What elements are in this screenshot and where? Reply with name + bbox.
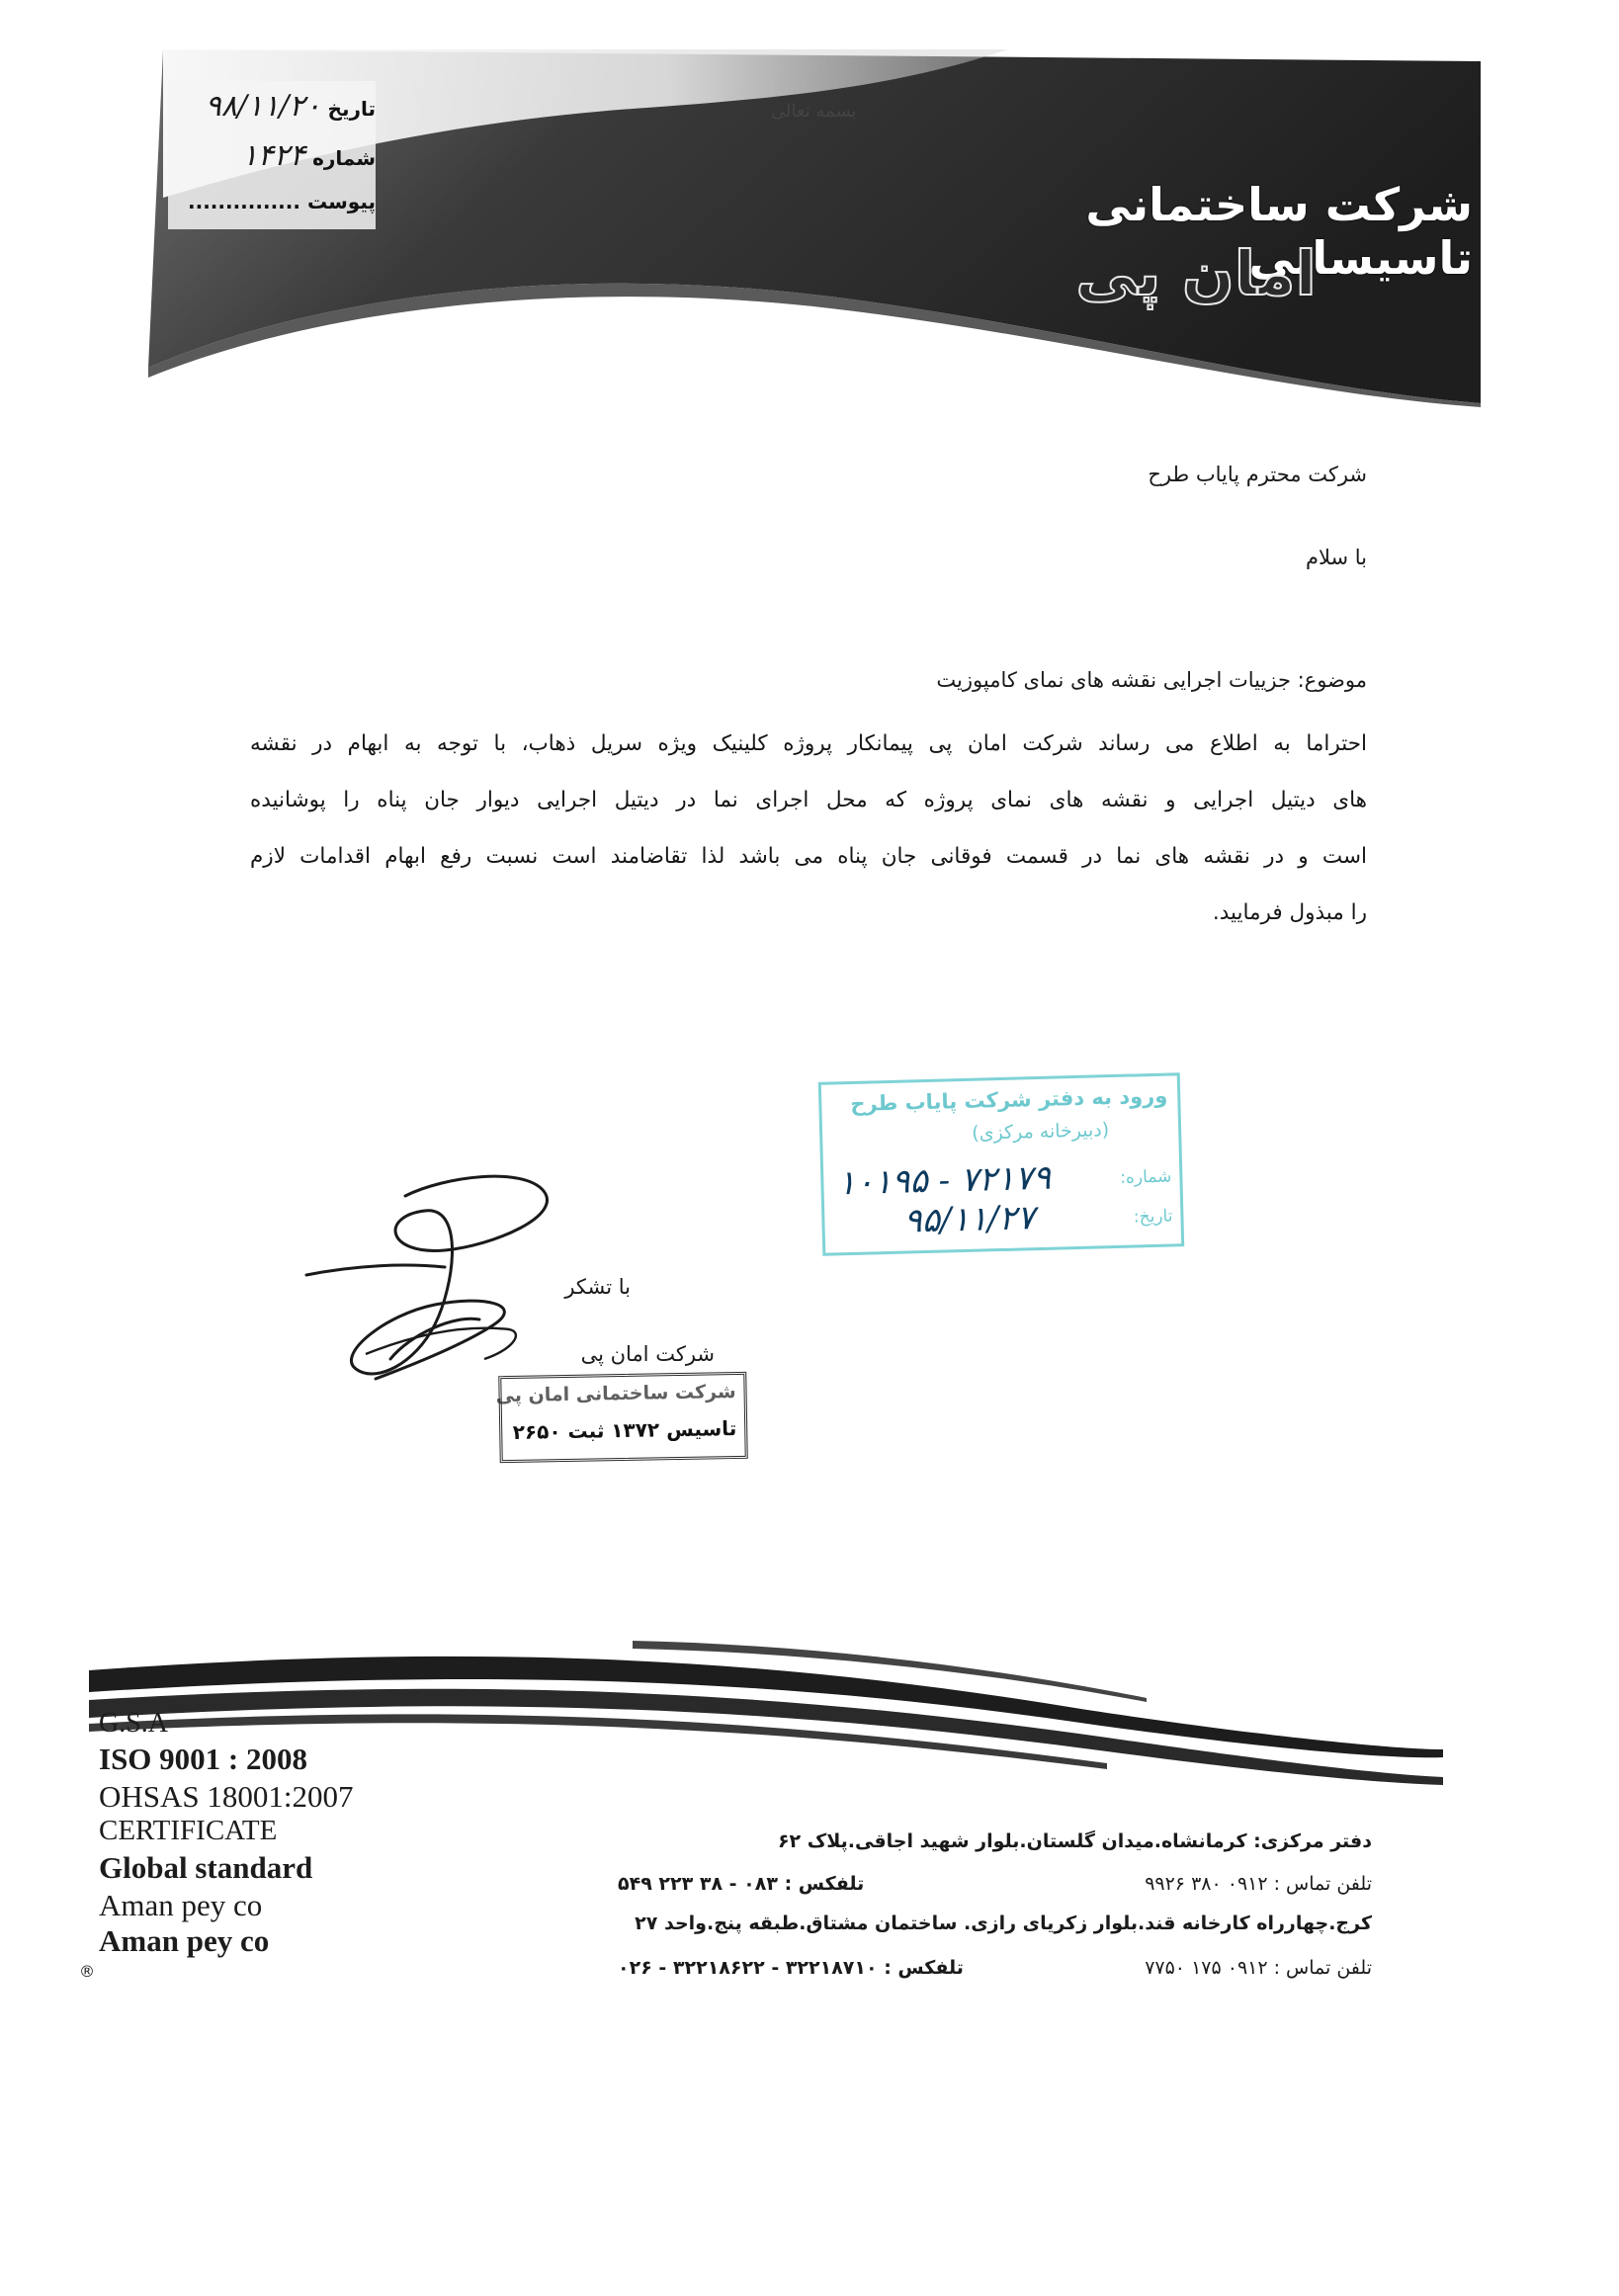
paragraph-line <box>250 731 1367 756</box>
cert-line: OHSAS 18001:2007 <box>99 1779 354 1814</box>
bismillah <box>771 101 857 122</box>
date-label: تاریخ <box>327 97 376 121</box>
paragraph-line-text: را مبذول فرمایید. <box>1212 900 1367 925</box>
company-seal-line2: تاسیس ۱۳۷۲ ثبت ۲۶۵۰ <box>512 1416 737 1444</box>
recipient <box>1148 463 1367 486</box>
subject-line <box>936 668 1367 692</box>
receipt-stamp-date: ۹۵/۱۱/۲۷ <box>902 1198 1036 1241</box>
factory-fax: تلفکس : ۳۲۲۱۸۷۱۰ - ۳۲۲۱۸۶۲۲ - ۰۲۶ <box>618 1957 964 1979</box>
recipient-text: شرکت محترم پایاب طرح <box>1148 463 1367 486</box>
signatory <box>581 1342 715 1366</box>
paragraph-line <box>250 844 1367 869</box>
paragraph-line <box>250 788 1367 812</box>
company-seal-line1: شرکت ساختمانی امان پی <box>495 1381 736 1407</box>
receipt-stamp-subtitle: (دبیرخانه مرکزی) <box>971 1119 1110 1145</box>
receipt-stamp-date-label: تاریخ: <box>1133 1206 1173 1228</box>
company-brand-text: امان پی <box>1075 237 1317 309</box>
registered-mark-icon: ® <box>79 1962 95 1981</box>
subject-text: موضوع: جزییات اجرایی نقشه های نمای کامپوزیت <box>936 668 1367 692</box>
signatory-text: شرکت امان پی <box>580 1342 715 1366</box>
paragraph-line-text: احتراما به اطلاع می رساند شرکت امان پی پیمانکار پروژه کلینیک ویژه سریل ذهاب، با توجه به ابهام در نقشه <box>250 731 1367 756</box>
cert-line: G.S.A <box>99 1708 169 1739</box>
letter-attachment: پیوست ............... <box>188 190 376 213</box>
receipt-stamp-title: ورود به دفتر شرکت پایاب طرح <box>849 1083 1168 1116</box>
attachment-label: پیوست <box>306 190 376 213</box>
cert-line: Aman pey co <box>99 1923 270 1958</box>
date-value: ۹۸/۱۱/۲۰ <box>205 89 321 124</box>
factory-address: کرج.چهارراه کارخانه قند.بلوار زکریای رازی. ساختمان مشتاق.طبقه پنج.واحد ۲۷ <box>635 1913 1372 1934</box>
bismillah-text: بسمه تعالی <box>771 101 857 122</box>
handwritten-signature <box>297 1156 583 1403</box>
receipt-stamp <box>818 1072 1184 1256</box>
paragraph-line-text: های دیتیل اجرایی و نقشه های نمای پروژه که محل اجرای نما در دیتیل اجرایی دیوار جان پناه را پوشانیده <box>250 788 1367 812</box>
cert-line: CERTIFICATE <box>99 1815 278 1846</box>
closing-text: با تشکر <box>564 1275 631 1299</box>
office-address: دفتر مرکزی: کرمانشاه.میدان گلستان.بلوار شهید اجاقی.پلاک ۶۲ <box>777 1830 1372 1852</box>
letter-date <box>173 89 376 124</box>
company-seal <box>495 1372 747 1463</box>
cert-line: Aman pey co <box>99 1888 263 1922</box>
number-value: ۱۴۲۴ <box>241 138 306 173</box>
company-name: شرکت ساختمانی تاسیساتی <box>1085 178 1473 285</box>
factory-phone: تلفن تماس : ۰۹۱۲ ۱۷۵ ۷۷۵۰ <box>1145 1957 1372 1979</box>
office-phone: تلفن تماس : ۰۹۱۲ ۳۸۰ ۹۹۲۶ <box>1145 1873 1372 1895</box>
office-fax: تلفکس : ۰۸۳ - ۳۸ ۲۲۳ ۵۴۹ <box>618 1873 865 1895</box>
greeting <box>1306 546 1367 569</box>
receipt-stamp-number: ۱۰۱۹۵ - ۷۲۱۷۹ <box>836 1157 1052 1204</box>
greeting-text: با سلام <box>1305 546 1367 569</box>
company-brand <box>988 237 1404 309</box>
paragraph-line <box>250 900 1367 925</box>
paragraph-line-text: است و در نقشه های نما در قسمت فوقانی جان پناه می باشد لذا تقاضامند است نسبت رفع ابهام اقدامات لازم <box>250 844 1367 869</box>
number-label: شماره <box>312 146 376 170</box>
receipt-stamp-number-label: شماره: <box>1120 1166 1172 1188</box>
cert-line: Global standard <box>99 1850 313 1885</box>
cert-line: ISO 9001 : 2008 <box>99 1742 307 1776</box>
letter-number <box>173 138 376 173</box>
